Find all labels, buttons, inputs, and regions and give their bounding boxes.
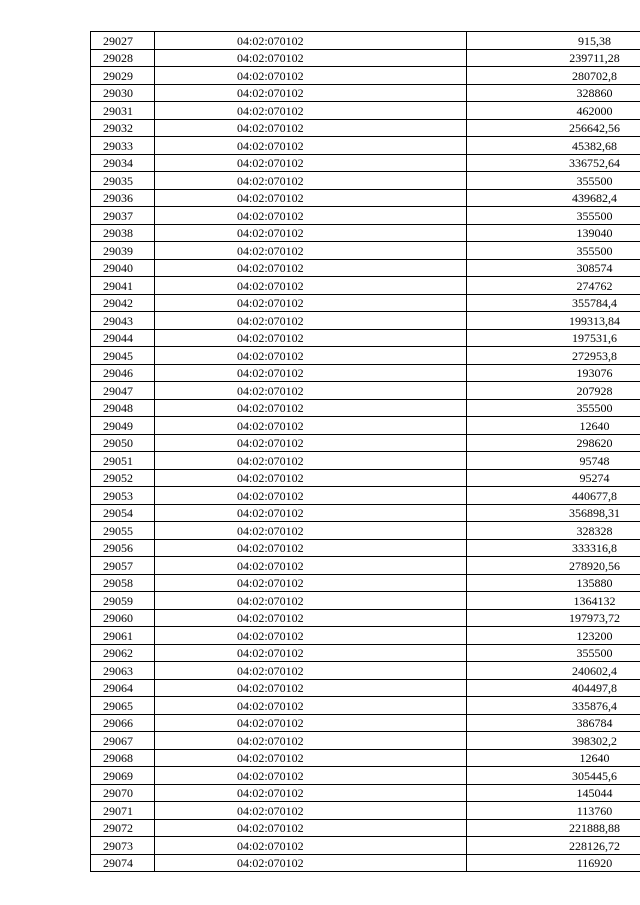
cadastral-code-cell: 04:02:070102 <box>155 347 467 365</box>
cadastral-code-cell: 04:02:070102 <box>155 32 467 50</box>
table-row <box>91 434 640 452</box>
amount-cell: 356898,31 <box>467 504 640 522</box>
amount-cell: 915,38 <box>467 32 640 50</box>
amount-cell: 123200 <box>467 627 640 645</box>
amount-cell: 328860 <box>467 84 640 102</box>
amount-cell: 1364132 <box>467 592 640 610</box>
table-row <box>91 417 640 435</box>
cadastral-code-cell: 04:02:070102 <box>155 679 467 697</box>
data-table <box>90 31 640 872</box>
cadastral-code-cell: 04:02:070102 <box>155 767 467 785</box>
cadastral-code-cell: 04:02:070102 <box>155 242 467 260</box>
amount-cell: 439682,4 <box>467 189 640 207</box>
amount-cell: 12640 <box>467 749 640 767</box>
cadastral-code-cell: 04:02:070102 <box>155 67 467 85</box>
amount-cell: 139040 <box>467 224 640 242</box>
cadastral-code-cell: 04:02:070102 <box>155 574 467 592</box>
cadastral-code-cell: 04:02:070102 <box>155 539 467 557</box>
table-row <box>91 802 640 820</box>
row-number-cell: 29058 <box>91 574 155 592</box>
amount-cell: 221888,88 <box>467 819 640 837</box>
table-row <box>91 609 640 627</box>
row-number-cell: 29027 <box>91 32 155 50</box>
amount-cell: 95748 <box>467 452 640 470</box>
amount-cell: 328328 <box>467 522 640 540</box>
row-number-cell: 29060 <box>91 609 155 627</box>
row-number-cell: 29039 <box>91 242 155 260</box>
cadastral-code-cell: 04:02:070102 <box>155 172 467 190</box>
cadastral-code-cell: 04:02:070102 <box>155 294 467 312</box>
row-number-cell: 29030 <box>91 84 155 102</box>
table-row <box>91 767 640 785</box>
amount-cell: 386784 <box>467 714 640 732</box>
row-number-cell: 29066 <box>91 714 155 732</box>
row-number-cell: 29040 <box>91 259 155 277</box>
cadastral-code-cell: 04:02:070102 <box>155 277 467 295</box>
amount-cell: 12640 <box>467 417 640 435</box>
cadastral-code-cell: 04:02:070102 <box>155 557 467 575</box>
cadastral-code-cell: 04:02:070102 <box>155 627 467 645</box>
cadastral-code-cell: 04:02:070102 <box>155 609 467 627</box>
table-row <box>91 452 640 470</box>
table-row <box>91 819 640 837</box>
row-number-cell: 29064 <box>91 679 155 697</box>
table-row <box>91 49 640 67</box>
table-row <box>91 837 640 855</box>
cadastral-code-cell: 04:02:070102 <box>155 364 467 382</box>
cadastral-code-cell: 04:02:070102 <box>155 417 467 435</box>
cadastral-code-cell: 04:02:070102 <box>155 154 467 172</box>
amount-cell: 95274 <box>467 469 640 487</box>
table-row <box>91 749 640 767</box>
amount-cell: 308574 <box>467 259 640 277</box>
cadastral-code-cell: 04:02:070102 <box>155 137 467 155</box>
amount-cell: 355500 <box>467 172 640 190</box>
table-row <box>91 84 640 102</box>
row-number-cell: 29063 <box>91 662 155 680</box>
cadastral-code-cell: 04:02:070102 <box>155 224 467 242</box>
cadastral-code-cell: 04:02:070102 <box>155 469 467 487</box>
table-row <box>91 294 640 312</box>
cadastral-code-cell: 04:02:070102 <box>155 697 467 715</box>
amount-cell: 462000 <box>467 102 640 120</box>
table-row <box>91 137 640 155</box>
table-row <box>91 329 640 347</box>
cadastral-code-cell: 04:02:070102 <box>155 749 467 767</box>
table-row <box>91 399 640 417</box>
row-number-cell: 29046 <box>91 364 155 382</box>
amount-cell: 272953,8 <box>467 347 640 365</box>
row-number-cell: 29050 <box>91 434 155 452</box>
cadastral-code-cell: 04:02:070102 <box>155 644 467 662</box>
amount-cell: 335876,4 <box>467 697 640 715</box>
table-row <box>91 522 640 540</box>
row-number-cell: 29051 <box>91 452 155 470</box>
amount-cell: 355500 <box>467 399 640 417</box>
amount-cell: 207928 <box>467 382 640 400</box>
cadastral-code-cell: 04:02:070102 <box>155 329 467 347</box>
row-number-cell: 29047 <box>91 382 155 400</box>
table-row <box>91 679 640 697</box>
amount-cell: 274762 <box>467 277 640 295</box>
amount-cell: 404497,8 <box>467 679 640 697</box>
amount-cell: 278920,56 <box>467 557 640 575</box>
amount-cell: 440677,8 <box>467 487 640 505</box>
amount-cell: 145044 <box>467 784 640 802</box>
cadastral-code-cell: 04:02:070102 <box>155 854 467 872</box>
table-row <box>91 259 640 277</box>
cadastral-code-cell: 04:02:070102 <box>155 49 467 67</box>
row-number-cell: 29072 <box>91 819 155 837</box>
amount-cell: 135880 <box>467 574 640 592</box>
row-number-cell: 29059 <box>91 592 155 610</box>
table-row <box>91 119 640 137</box>
row-number-cell: 29054 <box>91 504 155 522</box>
cadastral-code-cell: 04:02:070102 <box>155 784 467 802</box>
row-number-cell: 29055 <box>91 522 155 540</box>
amount-cell: 333316,8 <box>467 539 640 557</box>
row-number-cell: 29035 <box>91 172 155 190</box>
table-row <box>91 347 640 365</box>
amount-cell: 240602,4 <box>467 662 640 680</box>
row-number-cell: 29033 <box>91 137 155 155</box>
table-body <box>91 32 640 872</box>
row-number-cell: 29057 <box>91 557 155 575</box>
table-row <box>91 189 640 207</box>
amount-cell: 197531,6 <box>467 329 640 347</box>
table-row <box>91 242 640 260</box>
table-row <box>91 67 640 85</box>
row-number-cell: 29038 <box>91 224 155 242</box>
cadastral-code-cell: 04:02:070102 <box>155 207 467 225</box>
row-number-cell: 29036 <box>91 189 155 207</box>
row-number-cell: 29037 <box>91 207 155 225</box>
amount-cell: 398302,2 <box>467 732 640 750</box>
table-row <box>91 487 640 505</box>
amount-cell: 298620 <box>467 434 640 452</box>
row-number-cell: 29028 <box>91 49 155 67</box>
row-number-cell: 29070 <box>91 784 155 802</box>
table-row <box>91 592 640 610</box>
cadastral-code-cell: 04:02:070102 <box>155 487 467 505</box>
table-row <box>91 32 640 50</box>
cadastral-code-cell: 04:02:070102 <box>155 189 467 207</box>
cadastral-code-cell: 04:02:070102 <box>155 452 467 470</box>
row-number-cell: 29041 <box>91 277 155 295</box>
amount-cell: 305445,6 <box>467 767 640 785</box>
amount-cell: 355500 <box>467 644 640 662</box>
amount-cell: 355784,4 <box>467 294 640 312</box>
table-row <box>91 644 640 662</box>
cadastral-code-cell: 04:02:070102 <box>155 434 467 452</box>
table-row <box>91 504 640 522</box>
cadastral-code-cell: 04:02:070102 <box>155 662 467 680</box>
table-row <box>91 277 640 295</box>
table-row <box>91 102 640 120</box>
cadastral-code-cell: 04:02:070102 <box>155 84 467 102</box>
cadastral-code-cell: 04:02:070102 <box>155 102 467 120</box>
cadastral-code-cell: 04:02:070102 <box>155 504 467 522</box>
table-row <box>91 539 640 557</box>
row-number-cell: 29073 <box>91 837 155 855</box>
amount-cell: 199313,84 <box>467 312 640 330</box>
cadastral-code-cell: 04:02:070102 <box>155 592 467 610</box>
row-number-cell: 29042 <box>91 294 155 312</box>
row-number-cell: 29044 <box>91 329 155 347</box>
cadastral-code-cell: 04:02:070102 <box>155 819 467 837</box>
amount-cell: 256642,56 <box>467 119 640 137</box>
table-row <box>91 154 640 172</box>
row-number-cell: 29043 <box>91 312 155 330</box>
row-number-cell: 29061 <box>91 627 155 645</box>
cadastral-code-cell: 04:02:070102 <box>155 837 467 855</box>
table-row <box>91 732 640 750</box>
cadastral-code-cell: 04:02:070102 <box>155 714 467 732</box>
table-row <box>91 784 640 802</box>
row-number-cell: 29049 <box>91 417 155 435</box>
table-row <box>91 557 640 575</box>
amount-cell: 280702,8 <box>467 67 640 85</box>
amount-cell: 355500 <box>467 207 640 225</box>
cadastral-code-cell: 04:02:070102 <box>155 399 467 417</box>
table-row <box>91 574 640 592</box>
amount-cell: 113760 <box>467 802 640 820</box>
table-row <box>91 854 640 872</box>
amount-cell: 355500 <box>467 242 640 260</box>
row-number-cell: 29031 <box>91 102 155 120</box>
amount-cell: 336752,64 <box>467 154 640 172</box>
cadastral-code-cell: 04:02:070102 <box>155 119 467 137</box>
table-row <box>91 224 640 242</box>
row-number-cell: 29065 <box>91 697 155 715</box>
amount-cell: 197973,72 <box>467 609 640 627</box>
cadastral-code-cell: 04:02:070102 <box>155 802 467 820</box>
amount-cell: 45382,68 <box>467 137 640 155</box>
cadastral-code-cell: 04:02:070102 <box>155 732 467 750</box>
row-number-cell: 29053 <box>91 487 155 505</box>
row-number-cell: 29045 <box>91 347 155 365</box>
row-number-cell: 29071 <box>91 802 155 820</box>
table-row <box>91 312 640 330</box>
amount-cell: 193076 <box>467 364 640 382</box>
cadastral-code-cell: 04:02:070102 <box>155 522 467 540</box>
table-row <box>91 627 640 645</box>
cadastral-code-cell: 04:02:070102 <box>155 312 467 330</box>
amount-cell: 116920 <box>467 854 640 872</box>
row-number-cell: 29029 <box>91 67 155 85</box>
table-row <box>91 364 640 382</box>
cadastral-code-cell: 04:02:070102 <box>155 259 467 277</box>
table-row <box>91 662 640 680</box>
row-number-cell: 29052 <box>91 469 155 487</box>
row-number-cell: 29067 <box>91 732 155 750</box>
table-row <box>91 172 640 190</box>
amount-cell: 239711,28 <box>467 49 640 67</box>
row-number-cell: 29048 <box>91 399 155 417</box>
table-row <box>91 382 640 400</box>
row-number-cell: 29032 <box>91 119 155 137</box>
row-number-cell: 29062 <box>91 644 155 662</box>
amount-cell: 228126,72 <box>467 837 640 855</box>
table-row <box>91 469 640 487</box>
table-row <box>91 697 640 715</box>
row-number-cell: 29034 <box>91 154 155 172</box>
table-row <box>91 207 640 225</box>
table-row <box>91 714 640 732</box>
row-number-cell: 29074 <box>91 854 155 872</box>
cadastral-code-cell: 04:02:070102 <box>155 382 467 400</box>
row-number-cell: 29056 <box>91 539 155 557</box>
row-number-cell: 29068 <box>91 749 155 767</box>
row-number-cell: 29069 <box>91 767 155 785</box>
